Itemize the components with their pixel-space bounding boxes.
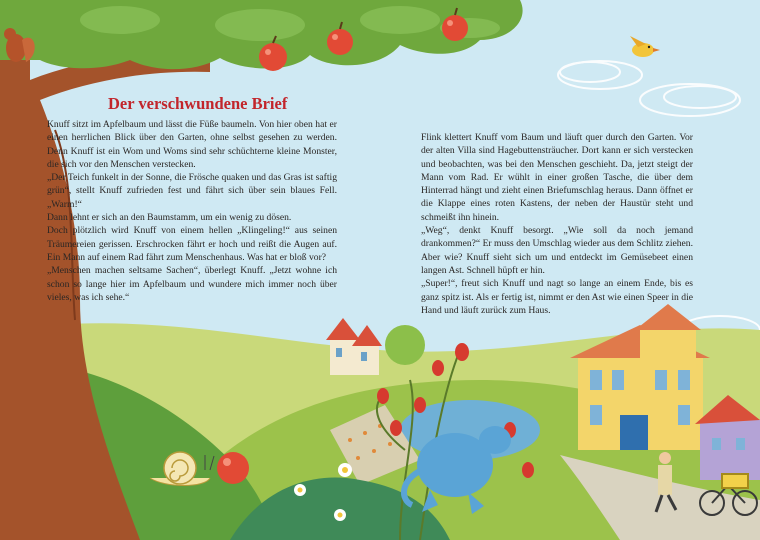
text-column-left bbox=[47, 118, 337, 304]
text-column-right bbox=[421, 131, 693, 317]
paragraph: „Menschen machen seltsame Sachen“, überlegt Knuff. „Jetzt wohne ich schon so lange hier im Apfelbaum und wundere mich immer noch über vieles, was ich sehe.“ bbox=[47, 265, 337, 303]
paragraph: Doch plötzlich wird Knuff von einem hellen „Klingeling!“ aus seinen Träumereien gerissen. Erschrocken fährt er hoch und reißt die Augen auf. Ein Mann auf einem Rad fährt zum Menschenhaus. Was hat er bloß vor? bbox=[47, 225, 337, 263]
paragraph: Flink klettert Knuff vom Baum und läuft quer durch den Garten. Vor der alten Villa sind Hagebuttensträucher. Dort kann er sich verstecken und beobachten, was bei den Menschen geschieht. Da, jetzt steigt der Mann vom Rad. Er wühlt in einer großen Tasche, die über dem Hinterrad hängt und zieht einen Briefumschlag heraus. Dann öffnet er die Klappe eines roten Kastens, der neben der Haustür steht und schmeißt ihn hinein. bbox=[421, 132, 693, 223]
paragraph: „Der Teich funkelt in der Sonne, die Frösche quaken und das Gras ist saftig grün“, stellt Knuff zufrieden fest und fährt sich über sein blaues Fell. „Warm!“ bbox=[47, 172, 337, 210]
apple-icon bbox=[217, 452, 249, 484]
paragraph: „Weg“, denkt Knuff besorgt. „Wie soll da noch jemand drankommen?“ Er muss den Umschlag wieder aus dem Schlitz ziehen. Aber wie? Knuff sieht sich um und entdeckt im Gemüsebeet einen langen Ast. Schnell hüpft er hin. bbox=[421, 225, 693, 276]
bush-tree bbox=[385, 325, 425, 365]
paragraph: „Super!“, freut sich Knuff und nagt so lange an einem Ende, bis es ganz spitz ist. Als er fertig ist, nimmt er den Ast wie einen Speer in die Hand und läuft zurück zum Haus. bbox=[421, 278, 693, 316]
story-title: Der verschwundene Brief bbox=[108, 94, 288, 113]
paragraph: Knuff sitzt im Apfelbaum und lässt die Füße baumeln. Von hier oben hat er einen herrlichen Blick über den Garten, ohne selbst gesehen zu werden. Denn Knuff ist ein Wom und Woms sind sehr schüchterne kleine Monster, die sich vor den Menschen verstecken. bbox=[47, 119, 337, 170]
paragraph: Dann lehnt er sich an den Baumstamm, um ein wenig zu dösen. bbox=[47, 212, 292, 224]
